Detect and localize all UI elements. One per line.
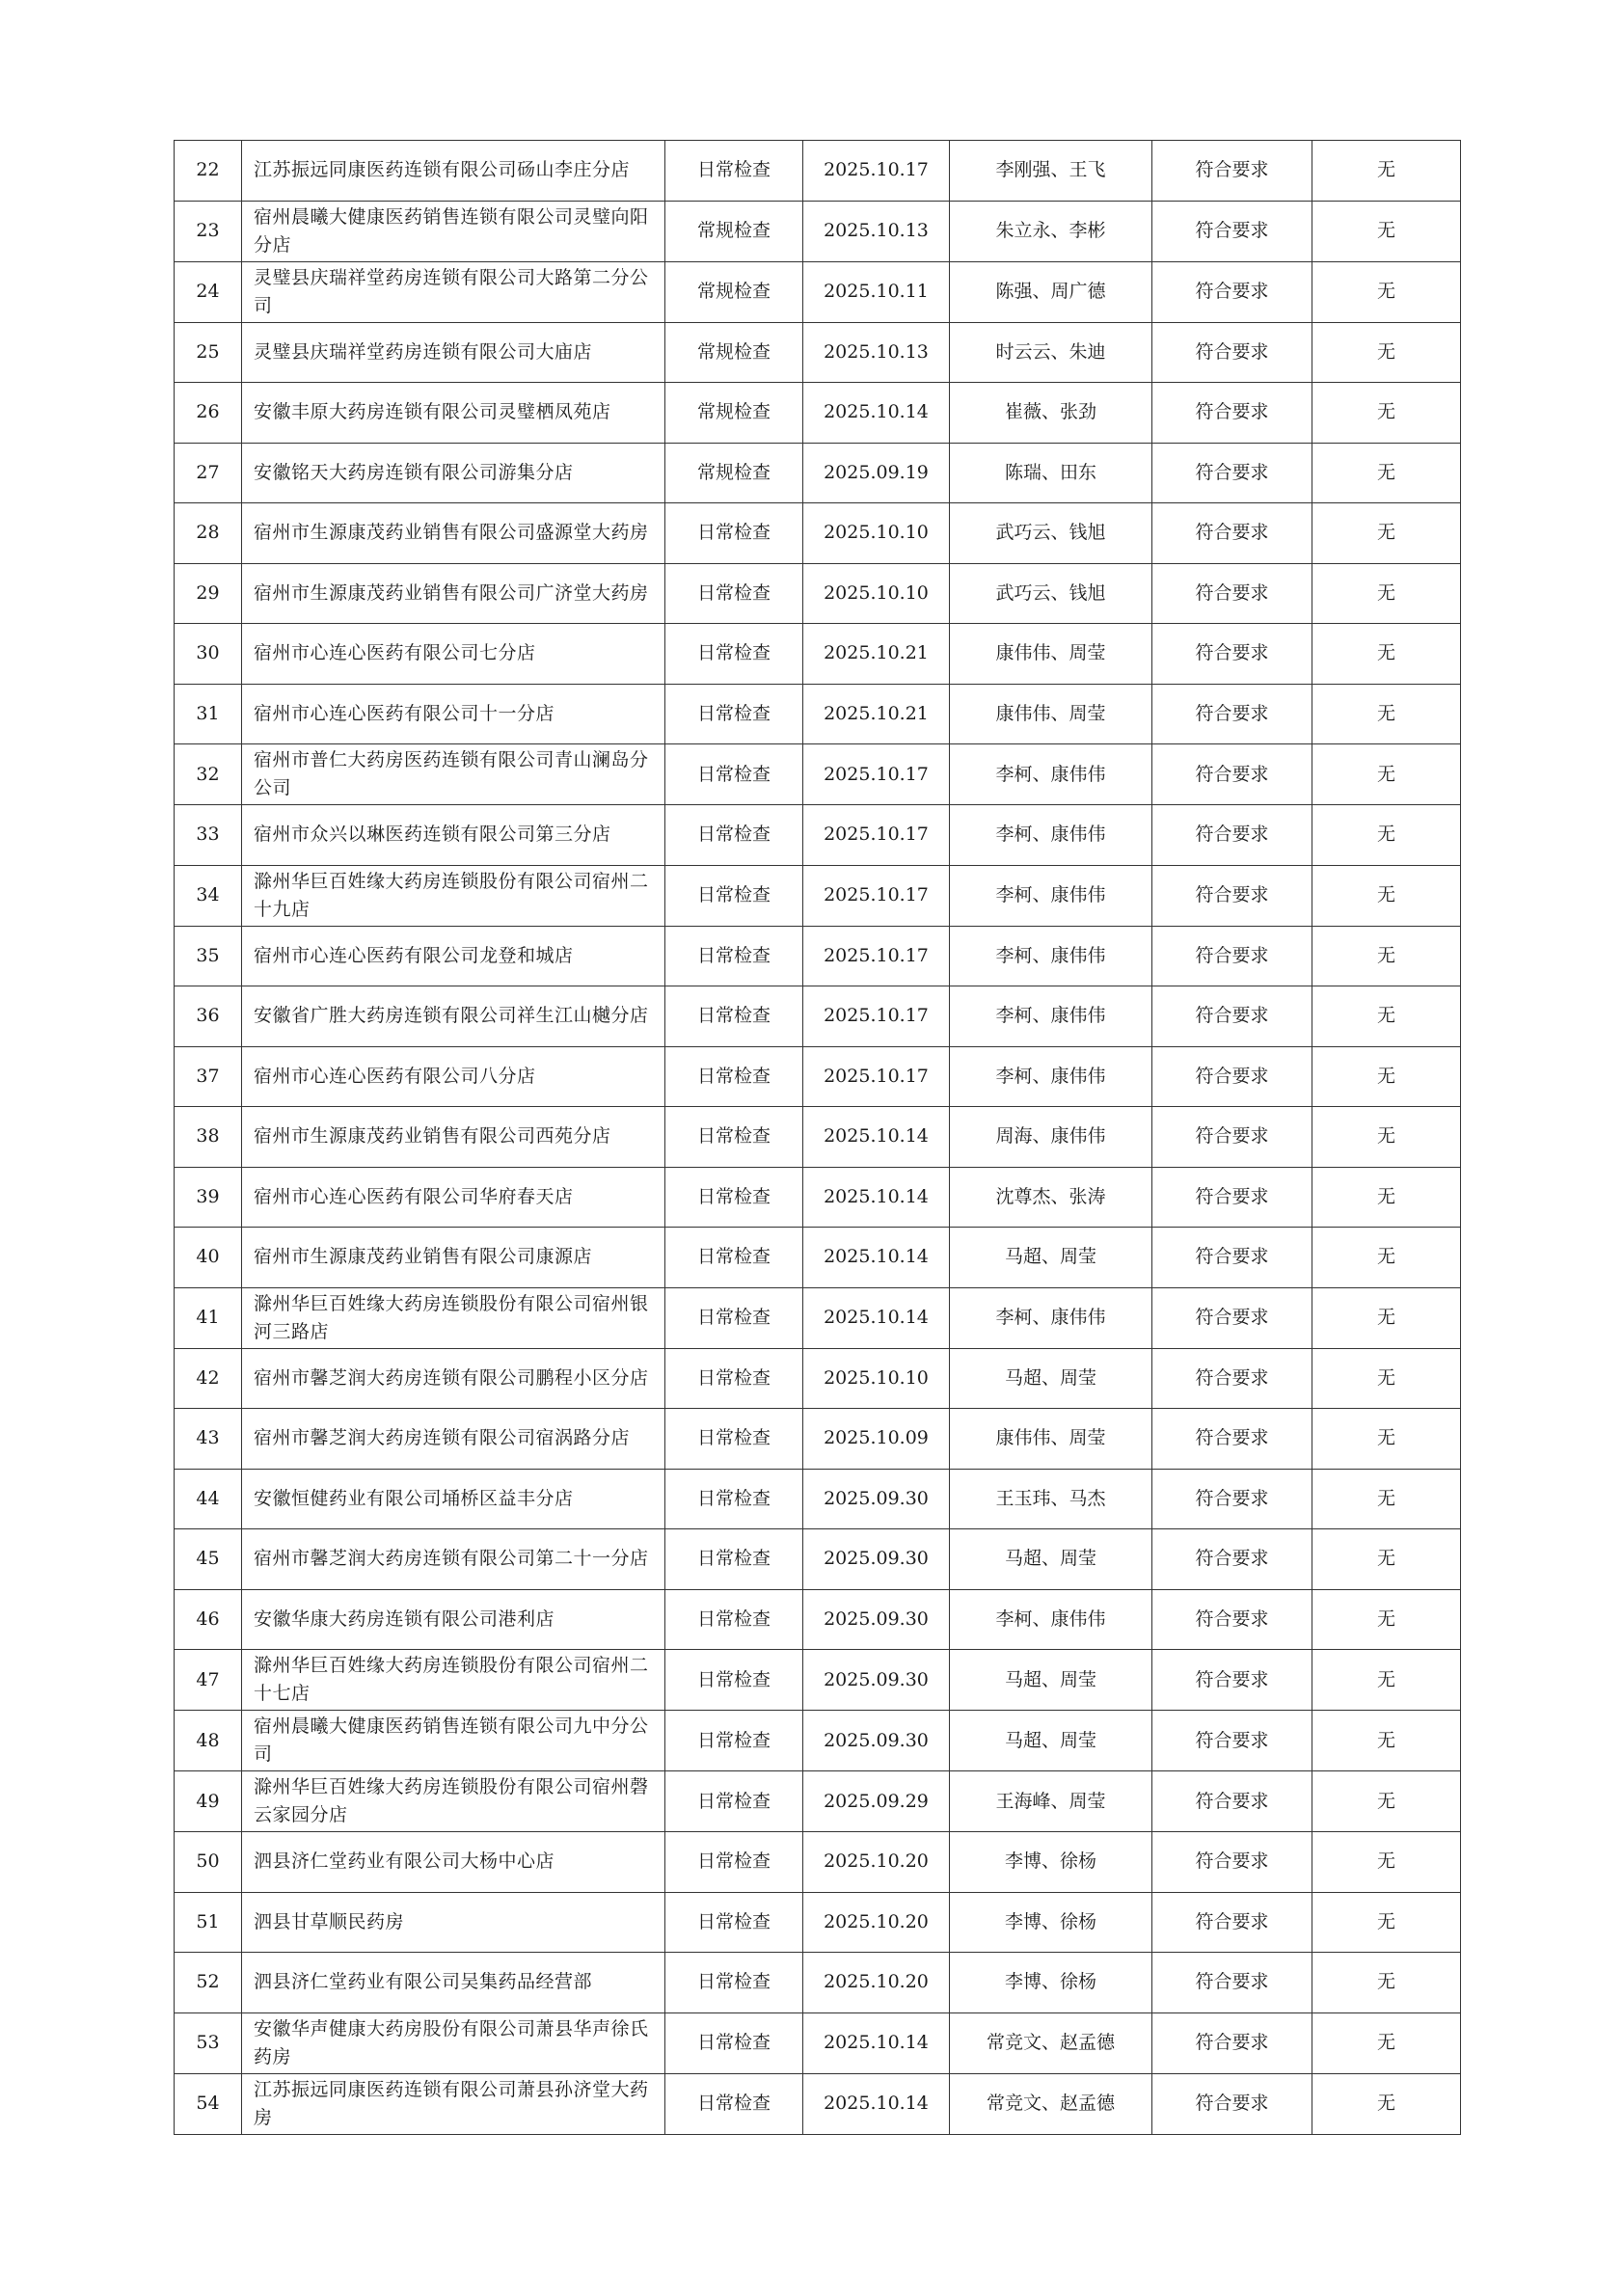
- inspection-date-cell: 2025.09.30: [803, 1711, 950, 1771]
- inspection-type-cell: 日常检查: [665, 2012, 803, 2073]
- inspection-type-cell: 日常检查: [665, 1469, 803, 1529]
- inspection-date-cell: 2025.10.17: [803, 805, 950, 866]
- row-number-cell: 54: [175, 2073, 242, 2134]
- row-number-cell: 44: [175, 1469, 242, 1529]
- row-number-cell: 50: [175, 1832, 242, 1893]
- row-number-cell: 27: [175, 443, 242, 503]
- inspectors-cell: 马超、周莹: [950, 1529, 1152, 1590]
- pharmacy-name-cell: 滁州华巨百姓缘大药房连锁股份有限公司宿州银河三路店: [242, 1287, 665, 1348]
- row-number-cell: 36: [175, 986, 242, 1047]
- remark-cell: 无: [1312, 1046, 1461, 1107]
- inspectors-cell: 陈瑞、田东: [950, 443, 1152, 503]
- table-row: [175, 2073, 1461, 2134]
- inspection-date-cell: 2025.10.14: [803, 1287, 950, 1348]
- inspection-date-cell: 2025.09.30: [803, 1469, 950, 1529]
- result-cell: 符合要求: [1152, 684, 1312, 744]
- pharmacy-name-cell: 泗县甘草顺民药房: [242, 1892, 665, 1953]
- inspection-type-cell: 日常检查: [665, 1287, 803, 1348]
- inspectors-cell: 沈尊杰、张涛: [950, 1167, 1152, 1228]
- row-number-cell: 35: [175, 926, 242, 986]
- inspectors-cell: 马超、周莹: [950, 1228, 1152, 1288]
- inspection-type-cell: 日常检查: [665, 1711, 803, 1771]
- inspection-type-cell: 日常检查: [665, 1409, 803, 1470]
- table-row: [175, 1046, 1461, 1107]
- inspectors-cell: 马超、周莹: [950, 1348, 1152, 1409]
- row-number-cell: 29: [175, 563, 242, 624]
- row-number-cell: 37: [175, 1046, 242, 1107]
- result-cell: 符合要求: [1152, 383, 1312, 444]
- inspection-date-cell: 2025.10.17: [803, 926, 950, 986]
- row-number-cell: 26: [175, 383, 242, 444]
- inspection-date-cell: 2025.10.14: [803, 383, 950, 444]
- table-row: [175, 744, 1461, 805]
- remark-cell: 无: [1312, 1832, 1461, 1893]
- document-page: [174, 140, 1460, 2135]
- row-number-cell: 28: [175, 503, 242, 564]
- remark-cell: 无: [1312, 443, 1461, 503]
- inspection-type-cell: 日常检查: [665, 1892, 803, 1953]
- inspectors-cell: 康伟伟、周莹: [950, 1409, 1152, 1470]
- table-row: [175, 1107, 1461, 1168]
- inspection-type-cell: 日常检查: [665, 563, 803, 624]
- row-number-cell: 34: [175, 865, 242, 926]
- remark-cell: 无: [1312, 141, 1461, 202]
- remark-cell: 无: [1312, 2073, 1461, 2134]
- inspectors-cell: 王海峰、周莹: [950, 1771, 1152, 1832]
- inspection-date-cell: 2025.10.14: [803, 2012, 950, 2073]
- inspectors-cell: 崔薇、张劲: [950, 383, 1152, 444]
- inspection-date-cell: 2025.10.17: [803, 744, 950, 805]
- inspection-type-cell: 常规检查: [665, 322, 803, 383]
- inspectors-cell: 李柯、康伟伟: [950, 1589, 1152, 1650]
- pharmacy-name-cell: 宿州市生源康茂药业销售有限公司康源店: [242, 1228, 665, 1288]
- inspectors-cell: 李柯、康伟伟: [950, 1287, 1152, 1348]
- result-cell: 符合要求: [1152, 1409, 1312, 1470]
- inspectors-cell: 李柯、康伟伟: [950, 986, 1152, 1047]
- inspectors-cell: 李博、徐杨: [950, 1953, 1152, 2013]
- inspection-type-cell: 日常检查: [665, 1167, 803, 1228]
- row-number-cell: 40: [175, 1228, 242, 1288]
- table-row: [175, 383, 1461, 444]
- table-row: [175, 1953, 1461, 2013]
- result-cell: 符合要求: [1152, 322, 1312, 383]
- inspectors-cell: 王玉玮、马杰: [950, 1469, 1152, 1529]
- remark-cell: 无: [1312, 684, 1461, 744]
- result-cell: 符合要求: [1152, 1046, 1312, 1107]
- remark-cell: 无: [1312, 624, 1461, 685]
- inspectors-cell: 时云云、朱迪: [950, 322, 1152, 383]
- remark-cell: 无: [1312, 563, 1461, 624]
- result-cell: 符合要求: [1152, 1348, 1312, 1409]
- result-cell: 符合要求: [1152, 805, 1312, 866]
- result-cell: 符合要求: [1152, 1228, 1312, 1288]
- inspection-type-cell: 日常检查: [665, 1953, 803, 2013]
- inspection-date-cell: 2025.10.17: [803, 141, 950, 202]
- row-number-cell: 25: [175, 322, 242, 383]
- table-row: [175, 563, 1461, 624]
- remark-cell: 无: [1312, 383, 1461, 444]
- inspection-date-cell: 2025.10.14: [803, 2073, 950, 2134]
- remark-cell: 无: [1312, 201, 1461, 261]
- inspection-type-cell: 日常检查: [665, 805, 803, 866]
- pharmacy-name-cell: 宿州市心连心医药有限公司十一分店: [242, 684, 665, 744]
- inspection-type-cell: 日常检查: [665, 1228, 803, 1288]
- inspectors-cell: 李柯、康伟伟: [950, 744, 1152, 805]
- remark-cell: 无: [1312, 503, 1461, 564]
- table-row: [175, 865, 1461, 926]
- row-number-cell: 47: [175, 1650, 242, 1711]
- inspectors-cell: 武巧云、钱旭: [950, 563, 1152, 624]
- inspectors-cell: 康伟伟、周莹: [950, 684, 1152, 744]
- result-cell: 符合要求: [1152, 563, 1312, 624]
- inspection-date-cell: 2025.10.11: [803, 261, 950, 322]
- table-row: [175, 1469, 1461, 1529]
- remark-cell: 无: [1312, 1771, 1461, 1832]
- table-row: [175, 684, 1461, 744]
- inspection-date-cell: 2025.09.30: [803, 1589, 950, 1650]
- pharmacy-name-cell: 滁州华巨百姓缘大药房连锁股份有限公司宿州二十九店: [242, 865, 665, 926]
- remark-cell: 无: [1312, 1409, 1461, 1470]
- table-body: [175, 141, 1461, 2135]
- inspection-date-cell: 2025.10.14: [803, 1107, 950, 1168]
- result-cell: 符合要求: [1152, 201, 1312, 261]
- pharmacy-name-cell: 宿州市生源康茂药业销售有限公司广济堂大药房: [242, 563, 665, 624]
- row-number-cell: 45: [175, 1529, 242, 1590]
- inspectors-cell: 朱立永、李彬: [950, 201, 1152, 261]
- row-number-cell: 22: [175, 141, 242, 202]
- remark-cell: 无: [1312, 1107, 1461, 1168]
- result-cell: 符合要求: [1152, 141, 1312, 202]
- row-number-cell: 39: [175, 1167, 242, 1228]
- table-row: [175, 926, 1461, 986]
- inspectors-cell: 马超、周莹: [950, 1650, 1152, 1711]
- inspection-date-cell: 2025.10.17: [803, 865, 950, 926]
- pharmacy-name-cell: 安徽华声健康大药房股份有限公司萧县华声徐氏药房: [242, 2012, 665, 2073]
- pharmacy-name-cell: 宿州市心连心医药有限公司八分店: [242, 1046, 665, 1107]
- inspection-type-cell: 常规检查: [665, 443, 803, 503]
- remark-cell: 无: [1312, 1589, 1461, 1650]
- pharmacy-name-cell: 宿州市生源康茂药业销售有限公司盛源堂大药房: [242, 503, 665, 564]
- table-row: [175, 1771, 1461, 1832]
- inspectors-cell: 李刚强、王飞: [950, 141, 1152, 202]
- row-number-cell: 33: [175, 805, 242, 866]
- result-cell: 符合要求: [1152, 865, 1312, 926]
- inspection-date-cell: 2025.10.10: [803, 563, 950, 624]
- remark-cell: 无: [1312, 261, 1461, 322]
- row-number-cell: 52: [175, 1953, 242, 2013]
- inspection-date-cell: 2025.10.09: [803, 1409, 950, 1470]
- inspection-type-cell: 日常检查: [665, 1589, 803, 1650]
- result-cell: 符合要求: [1152, 503, 1312, 564]
- result-cell: 符合要求: [1152, 1953, 1312, 2013]
- row-number-cell: 30: [175, 624, 242, 685]
- inspectors-cell: 李博、徐杨: [950, 1892, 1152, 1953]
- remark-cell: 无: [1312, 322, 1461, 383]
- table-row: [175, 624, 1461, 685]
- pharmacy-name-cell: 宿州市心连心医药有限公司华府春天店: [242, 1167, 665, 1228]
- pharmacy-name-cell: 宿州市普仁大药房医药连锁有限公司青山澜岛分公司: [242, 744, 665, 805]
- inspection-date-cell: 2025.10.21: [803, 624, 950, 685]
- result-cell: 符合要求: [1152, 744, 1312, 805]
- pharmacy-name-cell: 灵璧县庆瑞祥堂药房连锁有限公司大路第二分公司: [242, 261, 665, 322]
- result-cell: 符合要求: [1152, 2073, 1312, 2134]
- remark-cell: 无: [1312, 744, 1461, 805]
- remark-cell: 无: [1312, 1469, 1461, 1529]
- inspection-type-cell: 日常检查: [665, 684, 803, 744]
- table-row: [175, 322, 1461, 383]
- inspection-type-cell: 常规检查: [665, 261, 803, 322]
- pharmacy-name-cell: 宿州市众兴以琳医药连锁有限公司第三分店: [242, 805, 665, 866]
- remark-cell: 无: [1312, 926, 1461, 986]
- row-number-cell: 41: [175, 1287, 242, 1348]
- inspection-date-cell: 2025.10.10: [803, 503, 950, 564]
- inspection-date-cell: 2025.10.20: [803, 1953, 950, 2013]
- result-cell: 符合要求: [1152, 1832, 1312, 1893]
- inspection-type-cell: 日常检查: [665, 1529, 803, 1590]
- result-cell: 符合要求: [1152, 1287, 1312, 1348]
- remark-cell: 无: [1312, 1953, 1461, 2013]
- result-cell: 符合要求: [1152, 624, 1312, 685]
- inspection-type-cell: 日常检查: [665, 865, 803, 926]
- remark-cell: 无: [1312, 1650, 1461, 1711]
- table-row: [175, 141, 1461, 202]
- inspection-type-cell: 日常检查: [665, 1771, 803, 1832]
- result-cell: 符合要求: [1152, 1167, 1312, 1228]
- pharmacy-name-cell: 宿州市心连心医药有限公司七分店: [242, 624, 665, 685]
- row-number-cell: 46: [175, 1589, 242, 1650]
- result-cell: 符合要求: [1152, 2012, 1312, 2073]
- pharmacy-name-cell: 宿州市馨芝润大药房连锁有限公司宿涡路分店: [242, 1409, 665, 1470]
- remark-cell: 无: [1312, 865, 1461, 926]
- row-number-cell: 48: [175, 1711, 242, 1771]
- pharmacy-name-cell: 宿州晨曦大健康医药销售连锁有限公司灵璧向阳分店: [242, 201, 665, 261]
- inspection-type-cell: 常规检查: [665, 383, 803, 444]
- result-cell: 符合要求: [1152, 1107, 1312, 1168]
- remark-cell: 无: [1312, 986, 1461, 1047]
- pharmacy-name-cell: 灵璧县庆瑞祥堂药房连锁有限公司大庙店: [242, 322, 665, 383]
- row-number-cell: 43: [175, 1409, 242, 1470]
- inspection-type-cell: 日常检查: [665, 1832, 803, 1893]
- table-row: [175, 1892, 1461, 1953]
- row-number-cell: 32: [175, 744, 242, 805]
- inspection-date-cell: 2025.10.14: [803, 1228, 950, 1288]
- inspection-type-cell: 日常检查: [665, 986, 803, 1047]
- pharmacy-name-cell: 泗县济仁堂药业有限公司吴集药品经营部: [242, 1953, 665, 2013]
- remark-cell: 无: [1312, 1348, 1461, 1409]
- row-number-cell: 38: [175, 1107, 242, 1168]
- result-cell: 符合要求: [1152, 1529, 1312, 1590]
- result-cell: 符合要求: [1152, 443, 1312, 503]
- table-row: [175, 503, 1461, 564]
- row-number-cell: 53: [175, 2012, 242, 2073]
- inspection-date-cell: 2025.10.13: [803, 322, 950, 383]
- pharmacy-name-cell: 泗县济仁堂药业有限公司大杨中心店: [242, 1832, 665, 1893]
- pharmacy-name-cell: 宿州晨曦大健康医药销售连锁有限公司九中分公司: [242, 1711, 665, 1771]
- row-number-cell: 51: [175, 1892, 242, 1953]
- remark-cell: 无: [1312, 2012, 1461, 2073]
- row-number-cell: 24: [175, 261, 242, 322]
- inspection-type-cell: 日常检查: [665, 141, 803, 202]
- pharmacy-name-cell: 安徽省广胜大药房连锁有限公司祥生江山樾分店: [242, 986, 665, 1047]
- table-row: [175, 805, 1461, 866]
- pharmacy-name-cell: 安徽铭天大药房连锁有限公司游集分店: [242, 443, 665, 503]
- pharmacy-name-cell: 安徽丰原大药房连锁有限公司灵璧栖凤苑店: [242, 383, 665, 444]
- result-cell: 符合要求: [1152, 1771, 1312, 1832]
- table-row: [175, 201, 1461, 261]
- table-row: [175, 1348, 1461, 1409]
- remark-cell: 无: [1312, 1711, 1461, 1771]
- inspection-date-cell: 2025.10.17: [803, 1046, 950, 1107]
- inspection-type-cell: 日常检查: [665, 1107, 803, 1168]
- inspection-date-cell: 2025.10.13: [803, 201, 950, 261]
- inspection-date-cell: 2025.09.30: [803, 1529, 950, 1590]
- pharmacy-name-cell: 宿州市心连心医药有限公司龙登和城店: [242, 926, 665, 986]
- remark-cell: 无: [1312, 1892, 1461, 1953]
- inspection-date-cell: 2025.10.21: [803, 684, 950, 744]
- inspection-type-cell: 日常检查: [665, 624, 803, 685]
- table-row: [175, 1832, 1461, 1893]
- inspection-type-cell: 日常检查: [665, 744, 803, 805]
- pharmacy-name-cell: 江苏振远同康医药连锁有限公司萧县孙济堂大药房: [242, 2073, 665, 2134]
- row-number-cell: 42: [175, 1348, 242, 1409]
- remark-cell: 无: [1312, 1529, 1461, 1590]
- remark-cell: 无: [1312, 805, 1461, 866]
- pharmacy-name-cell: 滁州华巨百姓缘大药房连锁股份有限公司宿州磬云家园分店: [242, 1771, 665, 1832]
- inspectors-cell: 李柯、康伟伟: [950, 865, 1152, 926]
- table-row: [175, 443, 1461, 503]
- table-row: [175, 261, 1461, 322]
- remark-cell: 无: [1312, 1167, 1461, 1228]
- inspectors-cell: 常竞文、赵孟德: [950, 2073, 1152, 2134]
- inspection-date-cell: 2025.10.17: [803, 986, 950, 1047]
- inspectors-cell: 李柯、康伟伟: [950, 805, 1152, 866]
- result-cell: 符合要求: [1152, 1469, 1312, 1529]
- table-row: [175, 986, 1461, 1047]
- pharmacy-name-cell: 滁州华巨百姓缘大药房连锁股份有限公司宿州二十七店: [242, 1650, 665, 1711]
- inspectors-cell: 武巧云、钱旭: [950, 503, 1152, 564]
- inspection-date-cell: 2025.09.19: [803, 443, 950, 503]
- result-cell: 符合要求: [1152, 1892, 1312, 1953]
- inspection-date-cell: 2025.09.29: [803, 1771, 950, 1832]
- inspectors-cell: 马超、周莹: [950, 1711, 1152, 1771]
- pharmacy-name-cell: 江苏振远同康医药连锁有限公司砀山李庄分店: [242, 141, 665, 202]
- inspection-type-cell: 常规检查: [665, 201, 803, 261]
- inspection-type-cell: 日常检查: [665, 1650, 803, 1711]
- row-number-cell: 49: [175, 1771, 242, 1832]
- inspection-date-cell: 2025.09.30: [803, 1650, 950, 1711]
- row-number-cell: 23: [175, 201, 242, 261]
- table-row: [175, 1228, 1461, 1288]
- table-row: [175, 1650, 1461, 1711]
- result-cell: 符合要求: [1152, 926, 1312, 986]
- inspection-table: [174, 140, 1461, 2135]
- result-cell: 符合要求: [1152, 986, 1312, 1047]
- table-row: [175, 1287, 1461, 1348]
- inspectors-cell: 李博、徐杨: [950, 1832, 1152, 1893]
- inspection-date-cell: 2025.10.10: [803, 1348, 950, 1409]
- inspection-type-cell: 日常检查: [665, 2073, 803, 2134]
- inspection-date-cell: 2025.10.20: [803, 1832, 950, 1893]
- result-cell: 符合要求: [1152, 1711, 1312, 1771]
- pharmacy-name-cell: 宿州市馨芝润大药房连锁有限公司鹏程小区分店: [242, 1348, 665, 1409]
- pharmacy-name-cell: 宿州市馨芝润大药房连锁有限公司第二十一分店: [242, 1529, 665, 1590]
- remark-cell: 无: [1312, 1287, 1461, 1348]
- inspectors-cell: 李柯、康伟伟: [950, 926, 1152, 986]
- row-number-cell: 31: [175, 684, 242, 744]
- remark-cell: 无: [1312, 1228, 1461, 1288]
- pharmacy-name-cell: 宿州市生源康茂药业销售有限公司西苑分店: [242, 1107, 665, 1168]
- inspectors-cell: 康伟伟、周莹: [950, 624, 1152, 685]
- inspection-date-cell: 2025.10.14: [803, 1167, 950, 1228]
- inspection-type-cell: 日常检查: [665, 503, 803, 564]
- table-row: [175, 2012, 1461, 2073]
- inspectors-cell: 常竞文、赵孟德: [950, 2012, 1152, 2073]
- pharmacy-name-cell: 安徽恒健药业有限公司埇桥区益丰分店: [242, 1469, 665, 1529]
- inspection-date-cell: 2025.10.20: [803, 1892, 950, 1953]
- inspectors-cell: 李柯、康伟伟: [950, 1046, 1152, 1107]
- inspection-type-cell: 日常检查: [665, 1348, 803, 1409]
- table-row: [175, 1711, 1461, 1771]
- pharmacy-name-cell: 安徽华康大药房连锁有限公司港利店: [242, 1589, 665, 1650]
- table-row: [175, 1529, 1461, 1590]
- table-row: [175, 1409, 1461, 1470]
- table-row: [175, 1167, 1461, 1228]
- inspection-type-cell: 日常检查: [665, 1046, 803, 1107]
- inspection-type-cell: 日常检查: [665, 926, 803, 986]
- result-cell: 符合要求: [1152, 1650, 1312, 1711]
- inspectors-cell: 周海、康伟伟: [950, 1107, 1152, 1168]
- table-row: [175, 1589, 1461, 1650]
- result-cell: 符合要求: [1152, 261, 1312, 322]
- inspectors-cell: 陈强、周广德: [950, 261, 1152, 322]
- result-cell: 符合要求: [1152, 1589, 1312, 1650]
